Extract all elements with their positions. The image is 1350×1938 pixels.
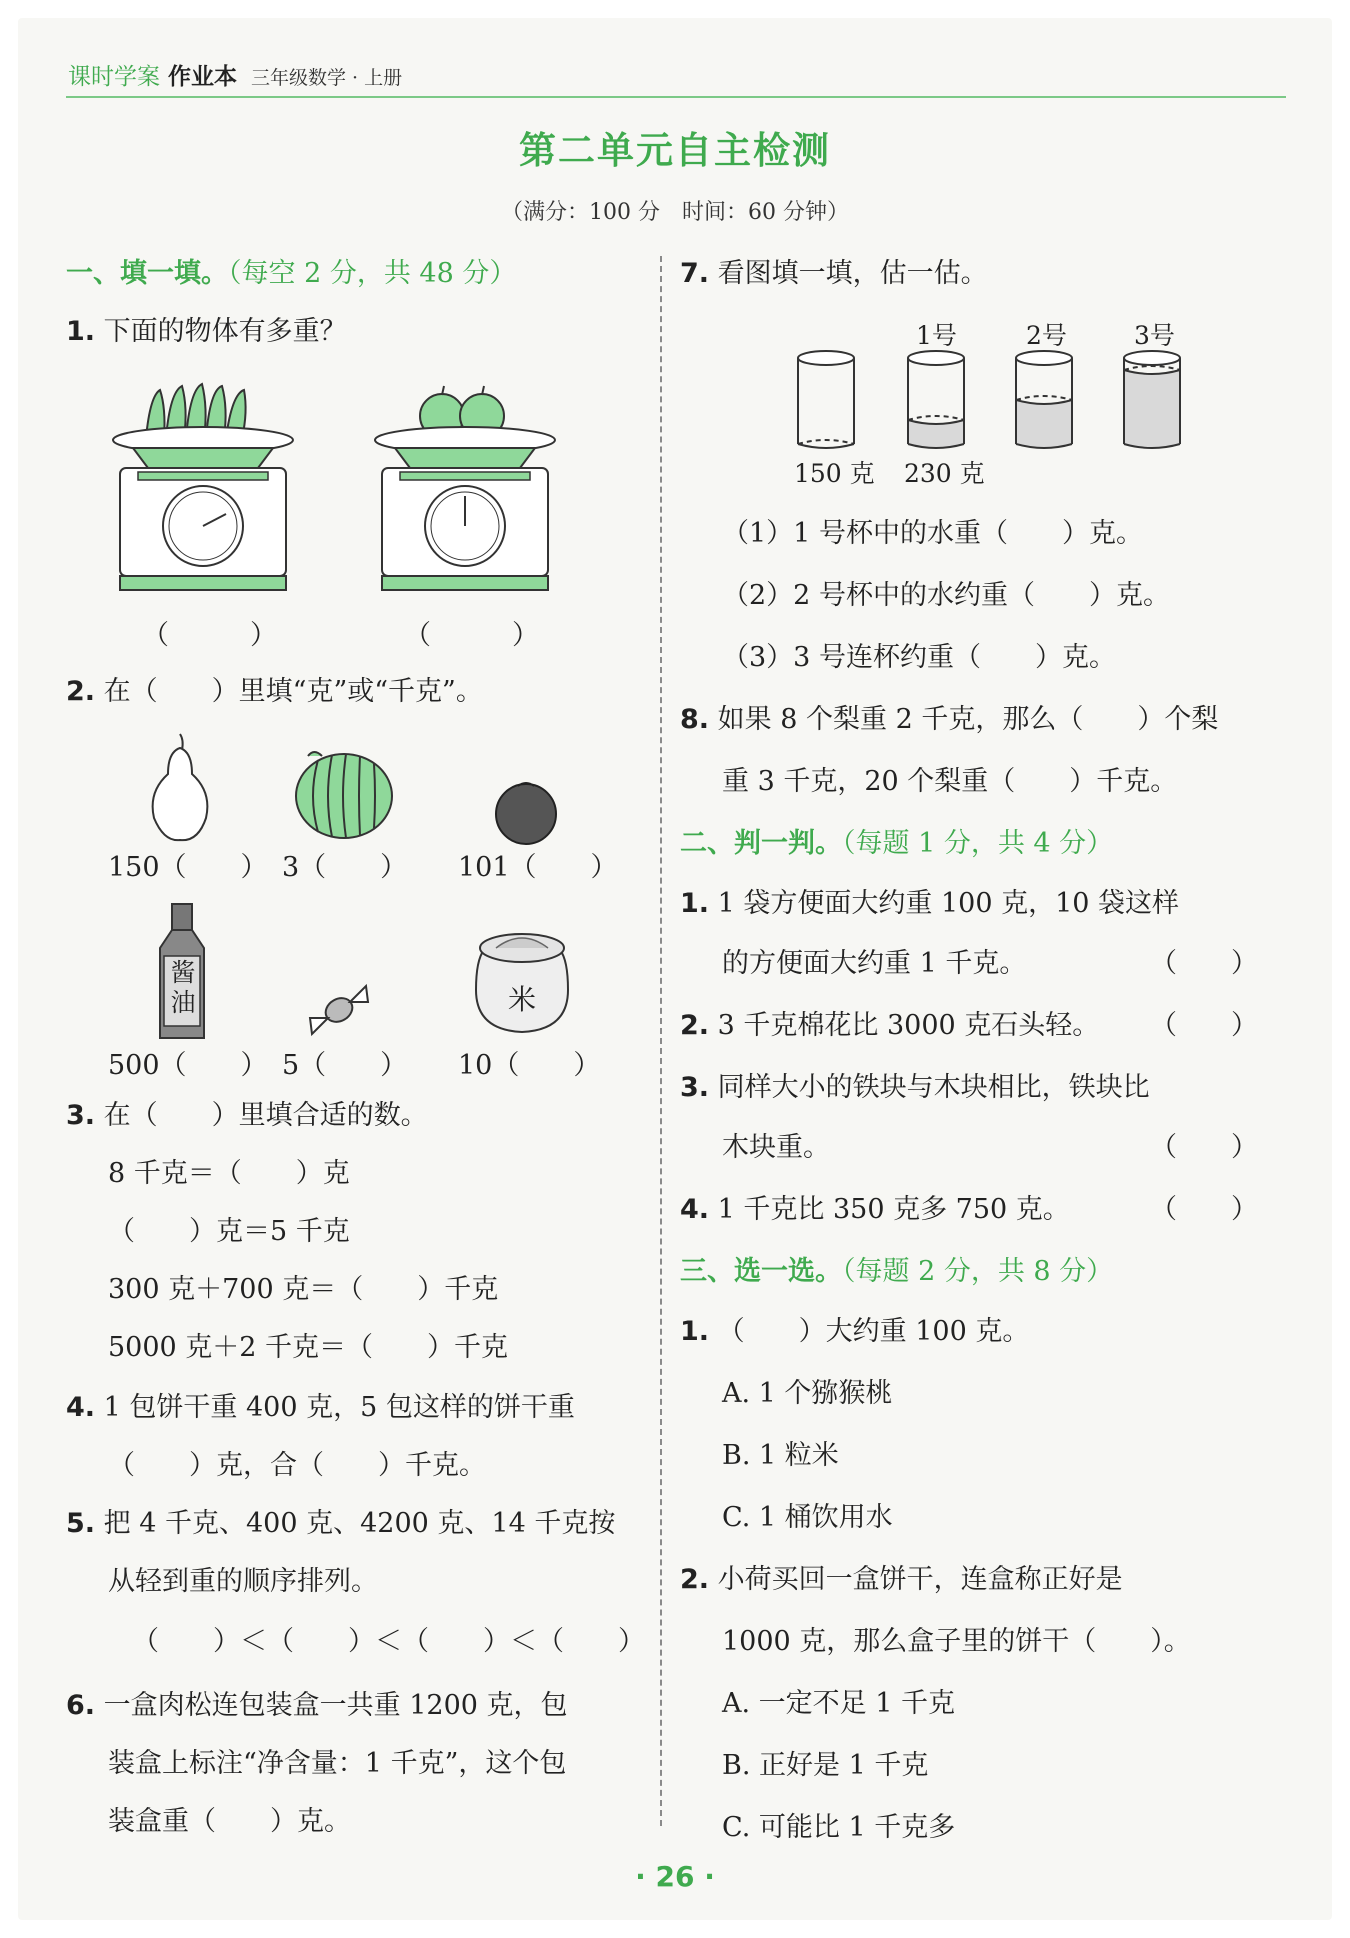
q3-line-1: 8 千克＝（ ）克 bbox=[108, 1158, 350, 1189]
page-number: · 26 · bbox=[635, 1860, 715, 1893]
cup-label-1: 1号 bbox=[916, 321, 957, 350]
page-title: 第二单元自主检测 bbox=[519, 129, 831, 172]
scale-with-bananas-image bbox=[108, 368, 298, 598]
q5-text-1: 把 4 千克、400 克、4200 克、14 千克按 bbox=[103, 1508, 616, 1539]
s2-item-1-text-1: 1 袋方便面大约重 100 克，10 袋这样 bbox=[717, 888, 1180, 919]
q7-line bbox=[680, 258, 988, 290]
s3-q2-option-b: B. 正好是 1 千克 bbox=[722, 1750, 929, 1781]
section3-heading: 三、选一选。 bbox=[680, 1256, 842, 1287]
s2-item-4-number: 4. bbox=[680, 1194, 710, 1225]
s2-item-1-line-1 bbox=[680, 888, 1179, 920]
q8-number: 8. bbox=[680, 704, 710, 735]
q5-number: 5. bbox=[66, 1508, 96, 1539]
cup-3 bbox=[1124, 351, 1180, 448]
q8-line-2: 重 3 千克，20 个梨重（ ）千克。 bbox=[722, 766, 1178, 797]
q2-item-watermelon: 3（ ） bbox=[282, 852, 408, 883]
q2-item-pear: 150（ ） bbox=[108, 852, 268, 883]
q3-number: 3. bbox=[66, 1100, 96, 1131]
s3-q2-line-1 bbox=[680, 1564, 1123, 1596]
q6-line-1 bbox=[66, 1690, 568, 1722]
s3-q2-line-2: 1000 克，那么盒子里的饼干（ ）。 bbox=[722, 1626, 1191, 1657]
s2-item-2-line-1 bbox=[680, 1010, 1099, 1042]
section1-score: （每空 2 分，共 48 分） bbox=[228, 258, 517, 289]
s2-item-3-line-1 bbox=[680, 1072, 1150, 1104]
pear-image bbox=[140, 730, 220, 845]
header-divider bbox=[66, 96, 1286, 98]
s3-q1-option-b: B. 1 粒米 bbox=[722, 1440, 839, 1471]
q1-number: 1. bbox=[66, 316, 96, 347]
s2-item-3-text-1: 同样大小的铁块与木块相比，铁块比 bbox=[717, 1072, 1150, 1103]
section3-heading-line bbox=[680, 1256, 1113, 1288]
header-grade: 三年级数学 · 上册 bbox=[251, 67, 403, 89]
s3-q2-number: 2. bbox=[680, 1564, 710, 1595]
section2-heading: 二、判一判。 bbox=[680, 828, 842, 859]
q5-line-3: （ ）＜（ ）＜（ ）＜（ ） bbox=[132, 1626, 645, 1657]
q1-text: 下面的物体有多重？ bbox=[103, 316, 347, 347]
s2-item-4-paren: （ ） bbox=[1150, 1194, 1258, 1225]
q8-line-1 bbox=[680, 704, 1218, 736]
s3-q1-line bbox=[680, 1316, 1029, 1348]
q7-text: 看图填一填，估一估。 bbox=[717, 258, 988, 289]
cup-label-3: 3号 bbox=[1134, 321, 1175, 350]
header bbox=[68, 58, 402, 91]
rice-sack-image bbox=[466, 920, 578, 1036]
s2-item-2-paren: （ ） bbox=[1150, 1010, 1258, 1041]
section1-heading: 一、填一填。 bbox=[66, 258, 228, 289]
q7-item-3: （3）3 号连杯约重（ ）克。 bbox=[722, 642, 1116, 673]
s2-item-4-line-1 bbox=[680, 1194, 1070, 1226]
cup-2 bbox=[1016, 351, 1072, 448]
q4-line-1 bbox=[66, 1392, 575, 1424]
q3-line bbox=[66, 1100, 428, 1132]
page-subtitle: （满分：100 分 时间：60 分钟） bbox=[501, 200, 849, 225]
q4-number: 4. bbox=[66, 1392, 96, 1423]
q6-line-3: 装盒重（ ）克。 bbox=[108, 1806, 351, 1837]
q4-line-2: （ ）克，合（ ）千克。 bbox=[108, 1450, 486, 1481]
empty-cup bbox=[798, 351, 854, 448]
s3-q1-option-c: C. 1 桶饮用水 bbox=[722, 1502, 893, 1533]
q1-blank-1: （ ） bbox=[142, 620, 277, 651]
q2-item-soy-sauce: 500（ ） bbox=[108, 1050, 268, 1081]
rice-label: 米 bbox=[508, 983, 537, 1016]
q1-line bbox=[66, 316, 347, 348]
watermelon-image bbox=[288, 742, 398, 842]
q7-item-1: （1）1 号杯中的水重（ ）克。 bbox=[722, 518, 1143, 549]
s2-item-1-number: 1. bbox=[680, 888, 710, 919]
s3-q2-option-a: A. 一定不足 1 千克 bbox=[722, 1688, 956, 1719]
section2-heading-line bbox=[680, 828, 1113, 860]
q2-item-rice: 10（ ） bbox=[458, 1050, 601, 1081]
q4-text-1: 1 包饼干重 400 克，5 包这样的饼干重 bbox=[103, 1392, 575, 1423]
q7-number: 7. bbox=[680, 258, 710, 289]
header-brand: 课时学案 bbox=[68, 64, 160, 90]
cup-1 bbox=[908, 351, 964, 448]
s3-q2-text-1: 小荷买回一盒饼干，连盒称正好是 bbox=[717, 1564, 1123, 1595]
bottle-label: 酱油 bbox=[170, 958, 196, 1017]
s3-q1-number: 1. bbox=[680, 1316, 710, 1347]
s3-q2-option-c: C. 可能比 1 千克多 bbox=[722, 1812, 956, 1843]
q2-item-orange: 101（ ） bbox=[458, 852, 618, 883]
s2-item-4-text-1: 1 千克比 350 克多 750 克。 bbox=[717, 1194, 1070, 1225]
q3-text: 在（ ）里填合适的数。 bbox=[103, 1100, 428, 1131]
section2-score: （每题 1 分，共 4 分） bbox=[842, 828, 1114, 859]
q7-item-2: （2）2 号杯中的水约重（ ）克。 bbox=[722, 580, 1170, 611]
q1-blank-2: （ ） bbox=[404, 620, 539, 651]
s2-item-3-line-2: 木块重。 bbox=[722, 1132, 830, 1163]
q6-number: 6. bbox=[66, 1690, 96, 1721]
header-book: 作业本 bbox=[168, 64, 237, 90]
q3-line-4: 5000 克＋2 千克＝（ ）千克 bbox=[108, 1332, 509, 1363]
cup-weight-1: 230 克 bbox=[904, 459, 985, 488]
q5-line-1 bbox=[66, 1508, 615, 1540]
q6-line-2: 装盒上标注“净含量：1 千克”，这个包 bbox=[108, 1748, 567, 1779]
s2-item-2-number: 2. bbox=[680, 1010, 710, 1041]
q8-text-1: 如果 8 个梨重 2 千克，那么（ ）个梨 bbox=[717, 704, 1219, 735]
cup-weight-empty: 150 克 bbox=[794, 459, 875, 488]
s3-q1-option-a: A. 1 个猕猴桃 bbox=[722, 1378, 893, 1409]
s2-item-2-text-1: 3 千克棉花比 3000 克石头轻。 bbox=[717, 1010, 1100, 1041]
cups-image bbox=[790, 348, 1200, 458]
q5-line-2: 从轻到重的顺序排列。 bbox=[108, 1566, 378, 1597]
s2-item-1-line-2: 的方便面大约重 1 千克。 bbox=[722, 948, 1027, 979]
cup-label-2: 2号 bbox=[1026, 321, 1067, 350]
q6-text-1: 一盒肉松连包装盒一共重 1200 克，包 bbox=[103, 1690, 568, 1721]
section1-heading-line bbox=[66, 258, 516, 290]
q3-line-2: （ ）克＝5 千克 bbox=[108, 1216, 350, 1247]
s2-item-3-paren: （ ） bbox=[1150, 1132, 1258, 1163]
column-divider bbox=[660, 256, 662, 1826]
q3-line-3: 300 克＋700 克＝（ ）千克 bbox=[108, 1274, 499, 1305]
q2-item-candy: 5（ ） bbox=[282, 1050, 408, 1081]
candy-image bbox=[304, 980, 374, 1040]
scale-with-apples-image bbox=[370, 378, 560, 598]
s2-item-3-number: 3. bbox=[680, 1072, 710, 1103]
q2-line bbox=[66, 676, 483, 708]
section3-score: （每题 2 分，共 8 分） bbox=[842, 1256, 1114, 1287]
q2-number: 2. bbox=[66, 676, 96, 707]
s2-item-1-paren: （ ） bbox=[1150, 948, 1258, 979]
s3-q1-text: （ ）大约重 100 克。 bbox=[717, 1316, 1030, 1347]
q2-text: 在（ ）里填“克”或“千克”。 bbox=[103, 676, 483, 707]
orange-image bbox=[490, 776, 562, 846]
